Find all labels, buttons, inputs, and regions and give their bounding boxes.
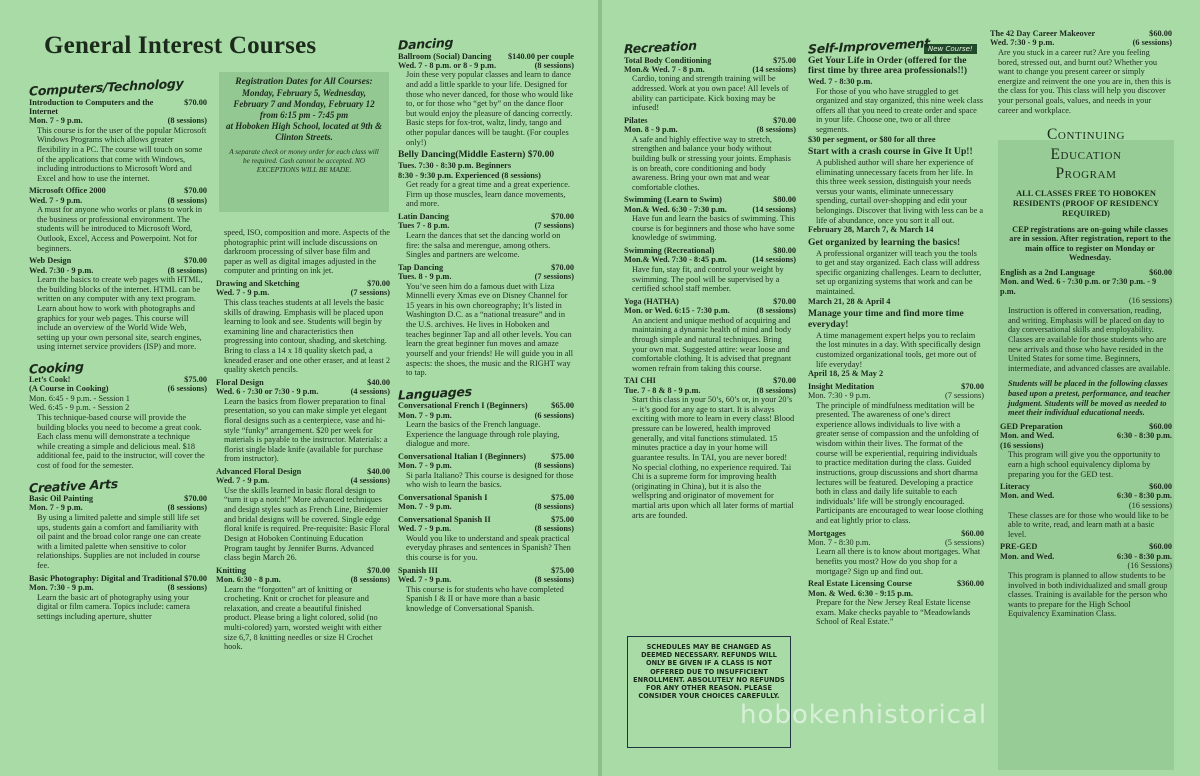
- course-description: Learn the basic art of photography using your digital or film camera. Topics include: camera settings including aperture, shutter: [37, 592, 190, 621]
- course-price: $70.00: [773, 115, 796, 125]
- ce-registration-note: CEP registrations are on-going while classes are in session. After registration, report to the main office to register on Monday or Wednesday.: [1009, 224, 1171, 263]
- course-sessions: (8 sessions): [167, 503, 207, 513]
- course-entry: [398, 493, 574, 512]
- course-entry: [216, 467, 390, 563]
- course-description: Join these very popular classes and learn to dance and add a little sparkle to your life. Designed for those who never danced, for those who would like to, or for those who “get by” on the dance floor but would enjoy the pleasure of dancing correctly. Basic steps for fox-trot, waltz, lindy, tango and other popular dances will be taught. (For couples only!): [406, 70, 574, 147]
- course-sessions: (8 sessions): [756, 306, 796, 316]
- course-price: $70.00: [773, 376, 796, 386]
- column-1: [29, 74, 207, 621]
- course-time: 6:30 - 8:30 p.m.: [1116, 551, 1172, 561]
- course-sessions: (16 sessions): [1128, 501, 1172, 510]
- course-entry: [624, 376, 796, 520]
- course-price: $80.00: [773, 195, 796, 205]
- course-real-estate: [808, 579, 984, 627]
- course-sessions: (8 sessions): [534, 461, 574, 471]
- course-price: $80.00: [773, 246, 796, 256]
- course-schedule: Mon. and Wed.: [1000, 431, 1055, 441]
- ce-heading-line: Continuing: [1046, 126, 1126, 144]
- photography-continued: speed, ISO, composition and more. Aspects of the photographic print will include discussions on darkroom processing of silver base film and paper as well as digital images adjusted in the computer and printing on ink jet.: [224, 228, 390, 276]
- course-price: $70.00: [551, 262, 574, 272]
- course-ged: [1000, 422, 1172, 479]
- course-entry: [398, 452, 574, 490]
- course-schedule: Mon. 7 - 9 p.m.: [398, 410, 452, 420]
- course-schedule: Mon. or Wed. 6:15 - 7:30 p.m.: [624, 306, 730, 316]
- course-entry: [398, 52, 574, 148]
- course-title: Conversational Italian I (Beginners): [398, 451, 526, 461]
- course-price: $70.00: [184, 97, 207, 107]
- course-schedule: Mon. 6:30 - 8 p.m.: [216, 575, 281, 585]
- course-title: Literacy: [1000, 482, 1030, 492]
- column-5: [808, 32, 984, 627]
- course-title: Swimming (Recreational): [624, 246, 715, 256]
- course-description: A published author will share her experience of eliminating unnecessary facets from her life. In this three week session, distinguish your needs versus your wants, eliminate unnecessary spending, curtail over-shopping and edit your belongings. Discover that living with less can be a life of abundance, once you sort it all out.: [816, 157, 984, 225]
- course-entry: [624, 195, 796, 243]
- course-title: Belly Dancing(Middle Eastern) $70.00: [398, 149, 555, 161]
- course-title: English as a 2nd Language: [1000, 267, 1095, 277]
- course-schedule: Mon. 7 - 9 p.m.: [398, 461, 452, 471]
- registration-dates: Monday, February 5, Wednesday, February 7 and Monday, February 12: [233, 88, 375, 110]
- course-sessions: (16 sessions): [1128, 296, 1172, 306]
- course-price: $60.00: [1149, 482, 1172, 492]
- course-schedule: Mon.& Wed. 6:30 - 7:30 p.m.: [624, 204, 727, 214]
- page-fold: [598, 0, 602, 776]
- course-entry: [29, 256, 207, 352]
- course-sessions: (8 sessions): [350, 575, 390, 585]
- course-description: Learn the basics of the French language. Experience the language through role playing, dialogue and more.: [406, 420, 560, 449]
- course-lets-cook: [29, 375, 207, 471]
- course-schedule: Wed. 7 - 9 p.m.: [216, 476, 270, 486]
- course-description: This course is for the user of the popular Microsoft Windows Programs which allows greater flexibility in a PC. The course will touch on some of the applications that come with Windows, including introductions to Microsoft Word and Excel and how to use the internet.: [37, 125, 207, 183]
- course-price: $75.00: [773, 55, 796, 65]
- page-title: General Interest Courses: [44, 32, 317, 59]
- course-entry: [624, 297, 796, 374]
- course-title: Drawing and Sketching: [216, 279, 300, 289]
- course-title: Total Body Conditioning: [624, 55, 712, 65]
- course-price: $40.00: [367, 377, 390, 387]
- course-title: Start with a crash course in Give It Up!!: [808, 146, 973, 158]
- course-title: Spanish III: [398, 565, 438, 575]
- course-schedule: Mon. and Wed.: [1000, 491, 1055, 501]
- course-description: This class teaches students at all levels the basic skills of drawing. Emphasis will be placed upon learning to look and see. Students will begin by examining line and characteristics then progressing into contour, shading, and sketching. Bring to class a 14 x 18 quality sketch pad, a kneaded eraser and one other eraser, and at least 2 quality sketch pencils.: [224, 297, 390, 375]
- course-schedule: Wed. 6:45 - 9 p.m. - Session 2: [29, 403, 130, 413]
- course-schedule: Mon. 6:45 - 9 p.m. - Session 1: [29, 393, 130, 403]
- course-entry: [216, 566, 390, 652]
- course-sessions: (7 sessions): [350, 288, 390, 298]
- course-schedule: Tues 7 - 8 p.m.: [398, 221, 450, 231]
- course-schedule: Wed. 7 - 9 p.m.: [398, 524, 452, 534]
- ce-heading-line: Education: [1050, 145, 1122, 163]
- course-schedule: Mon. and Wed.: [1000, 551, 1055, 561]
- course-life-in-order: [808, 56, 984, 145]
- course-description: This technique-based course will provide the building blocks you need to become a great cook. Each class menu will demonstrate a technique while creating a simple and delicious meal. $18 additional fee, paid to the instructor, will cover the cost of food for the semester.: [37, 412, 205, 471]
- new-course-badge: New Course!: [924, 44, 977, 54]
- course-description: A safe and highly effective way to stretch, strengthen and balance your body without building bulk or stressing your joints. Emphasis is on breath, core conditioning and body awareness. Bring your own mat and wear comfortable clothes.: [632, 134, 791, 192]
- section-dancing: Dancing: [398, 34, 454, 53]
- course-schedule: Mon. & Wed. 6:30 - 9:15 p.m.: [808, 588, 913, 598]
- course-schedule: Mon. 7 - 8:30 p.m.: [808, 537, 871, 547]
- registration-time: from 6:15 pm - 7:45 pm: [259, 109, 349, 120]
- course-entry: [29, 494, 207, 571]
- course-description: Have fun, stay fit, and control your weight by swimming. The pool will be supervised by a certified school staff member.: [632, 264, 784, 294]
- registration-place: at Hoboken High School, located at 9th & Clinton Streets.: [225, 120, 382, 142]
- course-price: $75.00: [184, 374, 207, 384]
- course-entry: [216, 279, 390, 375]
- course-schedule: Mon.& Wed. 7:30 - 8:45 p.m.: [624, 255, 727, 265]
- section-self-improvement: Self-Improvement: [808, 35, 930, 57]
- course-title: Yoga (HATHA): [624, 296, 679, 306]
- course-price: $75.00: [551, 565, 574, 575]
- course-sessions: (6 sessions): [1132, 38, 1172, 48]
- course-sessions: (8 sessions): [167, 195, 207, 205]
- course-description: Instruction is offered in conversation, reading, and writing. Emphasis will be placed on day to day conversational skills and employability. Classes are available for those students who are new arrivals and those who have resided in the United States for some time. Beginners, intermediate, and advanced classes are available.: [1008, 306, 1171, 373]
- course-title: Basic Photography: Digital and Traditional: [29, 573, 183, 583]
- course-description: Prepare for the New Jersey Real Estate license exam. Make checks payable to “Meadowlands School of Real Estate.”: [816, 598, 971, 627]
- course-entry: [624, 116, 796, 193]
- course-price: $70.00: [961, 381, 984, 391]
- course-description: Have fun and learn the basics of swimming. This course is for beginners and those who have some knowledge of swimming.: [632, 214, 795, 243]
- course-sessions: (6 sessions): [534, 410, 574, 420]
- course-description: Would you like to understand and speak practical everyday phrases and sentences in Spanish? Then this course is for you.: [406, 533, 571, 563]
- course-title: Manage your time and find more time everyday!: [808, 308, 964, 330]
- course-entry: [398, 212, 574, 260]
- course-sessions: (16 Sessions): [1127, 561, 1172, 571]
- course-schedule: Mon. 8 - 9 p.m.: [624, 125, 678, 135]
- column-2: [216, 228, 390, 652]
- course-entry: [398, 263, 574, 378]
- course-price: $75.00: [551, 493, 574, 503]
- course-get-organized: [808, 238, 984, 306]
- course-sessions: (8 sessions): [534, 524, 574, 534]
- course-sessions: (14 sessions): [752, 255, 796, 265]
- section-creative-arts: Creative Arts: [29, 475, 118, 496]
- course-schedule: Mon. and Wed. 6 - 7:30 p.m. or 7:30 p.m. - 9 p.m.: [1000, 277, 1157, 296]
- course-description: Learn all there is to know about mortgages. What benefits you most? How do you shop for a mortgage? Sign up and find out.: [816, 547, 981, 576]
- course-schedule: Tues. 8 - 9 p.m.: [398, 272, 452, 282]
- course-pre-ged: [1000, 542, 1172, 619]
- course-description: This program will give you the opportunity to earn a high school equivalency diploma by preparing you for the GED test.: [1008, 450, 1161, 479]
- course-description: These classes are for those who would like to be able to write, read, and learn math at a basic level.: [1008, 510, 1169, 539]
- course-time: 6:30 - 8:30 p.m.: [1116, 431, 1172, 441]
- course-description: The principle of mindfulness meditation will be presented. The awareness of one’s direct experience allows individuals to live with a greater sense of compassion and the unfolding of wisdom within their lives. The format of the course will be experiential, requiring individuals to practice meditation during the class. Guided instructions, group discussions and short dharma lectures will be featured. Developing a practice both in class and daily life suitable to each individuals’ life will be strongly encouraged. Participants are encouraged to wear loose clothing and eat lightly prior to class.: [816, 400, 984, 525]
- course-price: $70.00: [367, 279, 390, 289]
- course-schedule: Wed. 7 - 8:30 p.m.: [808, 76, 873, 86]
- course-title: TAI CHI: [624, 376, 656, 386]
- course-title: Let’s Cook!: [29, 374, 71, 384]
- course-esl: [1000, 268, 1172, 373]
- course-sessions: (4 sessions): [350, 387, 390, 397]
- course-time: 6:30 - 8:30 p.m.: [1116, 491, 1172, 501]
- watermark: hobokenhistorical: [740, 700, 988, 730]
- course-entry: [29, 98, 207, 184]
- course-description: By using a limited palette and simple still life set ups, students gain a comfort and familiarity with oil paint and the broad color range one can create with a limited palette when sensitive to color relationships. Supplies are not included in course fee.: [37, 513, 201, 571]
- course-title: Pilates: [624, 115, 648, 125]
- registration-note: A separate check or money order for each class will be required. Cash cannot be accepted. NO EXCEPTIONS WILL BE MADE.: [229, 148, 379, 174]
- course-schedule: Mon. 7 - 9 p.m.: [398, 502, 452, 512]
- course-sessions: (8 sessions): [167, 265, 207, 275]
- ce-heading-line: Program: [1055, 164, 1117, 182]
- course-schedule: Wed. 7 - 9 p.m.: [216, 288, 270, 298]
- course-schedule: Mon.& Wed. 7 - 8 p.m.: [624, 64, 705, 74]
- ce-heading: [1000, 125, 1172, 183]
- course-sessions: (7 sessions): [534, 272, 574, 282]
- course-career-makeover: [990, 29, 1172, 115]
- course-sessions: (5 sessions): [945, 537, 984, 547]
- course-description: This program is planned to allow students to be involved in both individualized and small group classes. Training is available for the person who wants to prepare for the High School Equivalency Examination Class.: [1008, 570, 1168, 619]
- course-title: Get organized by learning the basics!: [808, 236, 961, 248]
- course-price: $70.00: [184, 256, 207, 266]
- course-entry: [398, 401, 574, 449]
- course-entry: [216, 378, 390, 464]
- course-schedule: Mon. 7:30 - 9 p.m.: [29, 582, 94, 592]
- course-title: Conversational Spanish II: [398, 514, 491, 524]
- course-sessions: (8 sessions): [756, 385, 796, 395]
- schedule-notice-box: SCHEDULES MAY BE CHANGED AS DEEMED NECESSARY. REFUNDS WILL ONLY BE GIVEN IF A CLASS IS NOT OFFERED DUE TO INSUFFICIENT ENROLLMENT. ABSOLUTELY NO REFUNDS FOR ANY OTHER REASON. PLEASE CONSIDER YOUR CHOICES CAREFULLY.: [627, 636, 791, 748]
- course-schedule: Mon. 7 - 9 p.m.: [29, 116, 83, 126]
- course-description: Use the skills learned in basic floral design to “turn it up a notch!” More advanced techniques and design styles such as French Line, Biedemier and bridal designs will be covered. Single edge floral knife is required. Pre-requisite: Basic Floral Design at Hoboken Continuing Education Program taught by Jennifer Burns. Advanced class begin March 26.: [224, 485, 390, 563]
- course-title: Insight Meditation: [808, 381, 875, 391]
- course-sessions: (7 sessions): [534, 221, 574, 231]
- course-title: Mortgages: [808, 528, 846, 538]
- course-title: Floral Design: [216, 377, 264, 387]
- course-description: A time management expert helps you to reclaim the lost minutes in a day. With specifically design customized organizational tools, get more out of life everyday!: [816, 330, 981, 369]
- course-entry: [29, 574, 207, 622]
- course-schedule: Tues. 7:30 - 8:30 p.m. Beginners: [398, 161, 512, 170]
- course-entry: [398, 566, 574, 614]
- ce-program: [990, 125, 1172, 619]
- course-price: $30 per segment, or $80 for all three: [808, 134, 936, 144]
- course-title: Latin Dancing: [398, 212, 449, 222]
- course-schedule: Wed. 7 - 9 p.m.: [398, 574, 452, 584]
- course-sessions: (8 sessions): [534, 574, 574, 584]
- course-price: $60.00: [1149, 29, 1172, 38]
- course-description: Start this class in your 50’s, 60’s or, in your 20’s -- it’s good for any age to start. It is always exciting with more to learn in every class! Blood pressure can be lowered, health improved generally, and vital functions stimulated. 15 minutes practice a day in your home will guarantee results. In TAI, you are never bored! No special clothing, no experience required. Tai Chi is a supreme form for improving health (originating in China), but it is also the wellspring and originator of movement for martial arts upon which all later forms of martial arts are founded.: [632, 395, 795, 520]
- course-description: Learn the basics from flower preparation to final presentation, so you can make simple yet elegant floral designs such as a centerpiece, vase and hi-style “funky” arrangement. $20 per week for materials is payable to the instructor. Materials: a florist single blade knife (available for purchase from instructor).: [224, 396, 388, 464]
- course-title: Get Your Life in Order (offered for the first time by three area professionals!!): [808, 54, 968, 77]
- course-subtitle: (A Course in Cooking): [29, 384, 109, 394]
- course-schedule: Wed. 6 - 7:30 or 7:30 - 9 p.m.: [216, 387, 319, 397]
- course-dates: February 28, March 7, & March 14: [808, 225, 934, 235]
- course-title: Advanced Floral Design: [216, 466, 302, 476]
- course-price: $60.00: [961, 528, 984, 538]
- course-price: $60.00: [1149, 267, 1172, 277]
- course-title: Knitting: [216, 565, 246, 575]
- course-title: Conversational Spanish I: [398, 493, 488, 503]
- course-description: Learn the basics to create web pages with HTML, the building blocks of the internet. HTML can be written on any computer with any text program. Learn about how to work with photographs and graphics for your web pages. This course will include an overview of the World Wide Web, setting up your own personal site, search engines, using internet service providers (ISP) and more.: [37, 275, 203, 352]
- course-sessions: (8 sessions): [534, 502, 574, 512]
- course-title: Swimming (Learn to Swim): [624, 195, 722, 205]
- course-sessions: (4 sessions): [350, 476, 390, 486]
- course-title: GED Preparation: [1000, 421, 1063, 431]
- course-price: $70.00: [551, 212, 574, 222]
- registration-title: Registration Dates for All Courses:: [235, 77, 373, 87]
- ce-subheading: ALL CLASSES FREE TO HOBOKEN RESIDENTS (PROOF OF RESIDENCY REQUIRED): [1012, 189, 1160, 218]
- course-description: Learn the “forgotten” art of knitting or crocheting. Knit or crochet for pleasure and relaxation, and create a beautiful finished product. Please bring a light colored, solid (no multi-colored) yarn, worsted weight with either size 6,7, 8 knitting needles or size H Crochet hook.: [224, 584, 382, 652]
- course-description: For those of you who have struggled to get organized and stay organized, this nine week class offers all that you need to create order and space in your life. Choose one, two or all three segments.: [816, 86, 983, 135]
- course-description: Get ready for a great time and a great experience. Firm up those muscles, learn dance movements, and more.: [406, 180, 571, 209]
- registration-box: [219, 72, 389, 212]
- course-schedule: Mon. 7 - 9 p.m.: [29, 503, 83, 513]
- course-schedule: Wed. 7:30 - 9 p.m.: [29, 265, 94, 275]
- course-description: Are you stuck in a career rut? Are you feeling bored, stressed out, and burnt out? Whether you want to change you present career or simply energize and reinvent the one you are in, then this is the class for you. This class will help you discover your personal goals, values, and needs in your career and workplace.: [998, 47, 1171, 115]
- course-sessions: (8 sessions): [756, 125, 796, 135]
- course-price: $40.00: [367, 466, 390, 476]
- section-computers: Computers/Technology: [29, 75, 184, 99]
- course-sessions: (8 sessions): [167, 582, 207, 592]
- course-description: Learn the dances that set the dancing world on fire: the salsa and merengue, among others. Singles and partners are welcome.: [406, 230, 561, 260]
- course-give-it-up: [808, 147, 984, 235]
- course-schedule: Tue. 7 - 8 & 8 - 9 p.m.: [624, 385, 701, 395]
- course-price: $75.00: [551, 451, 574, 461]
- course-title: Tap Dancing: [398, 262, 444, 272]
- course-entry: [398, 515, 574, 563]
- course-description: This course is for students who have completed Spanish I & II or have more than a basic knowledge of Conversational Spanish.: [406, 584, 564, 613]
- course-description: Si parla Italiano? This course is designed for those who wish to learn the basics.: [406, 470, 574, 490]
- course-description: You’ve seen him do a famous duet with Liza Minnelli every Xmas eve on Disney Channel for 15 years in his own choreography; It’s listed in Washington D.C. as a “national treasure” and in the U.S. archives. He lives in Hoboken and teaches beginner Tap and all other levels. You can learn the great beginner fun moves and amaze yourself and your friends! He will guide you in all aspects: the shoes, the music and the RIGHT way to tap.: [406, 281, 574, 378]
- course-title: Ballroom (Social) Dancing: [398, 51, 492, 61]
- course-price: $60.00: [1149, 421, 1172, 431]
- placement-note: Students will be placed in the following classes based upon a pretest, performance, and teacher judgment. Students will be moved as needed to meet their individual educational needs.: [1008, 379, 1171, 418]
- course-entry: [29, 186, 207, 253]
- course-title: The 42 Day Career Makeover: [990, 29, 1096, 38]
- course-schedule: 8:30 - 9:30 p.m. Experienced (8 sessions): [398, 170, 541, 180]
- course-schedule: Wed. 7 - 8 p.m. or 8 - 9 p.m.: [398, 60, 497, 70]
- course-price: $140.00 per couple: [508, 51, 574, 61]
- course-schedule: Mon. 7:30 - 9 p.m.: [808, 391, 871, 401]
- course-title: Conversational French I (Beginners): [398, 401, 528, 411]
- course-description: A must for anyone who works or plans to work in the business or professional environment. The students will be introduced to Microsoft Word, Outlook, Excel, Access and Powerpoint. Not for beginners.: [37, 205, 202, 253]
- course-title: Real Estate Licensing Course: [808, 579, 912, 589]
- course-sessions: (8 sessions): [534, 60, 574, 70]
- course-price: $70.00: [367, 565, 390, 575]
- course-insight-meditation: [808, 382, 984, 526]
- course-sessions: (7 sessions): [945, 391, 984, 401]
- course-sessions: (8 sessions): [167, 116, 207, 126]
- course-price: $65.00: [551, 401, 574, 411]
- section-languages: Languages: [398, 383, 472, 403]
- course-sessions: (6 sessions): [167, 384, 207, 394]
- course-entry: [624, 246, 796, 294]
- course-title: Basic Oil Painting: [29, 494, 94, 504]
- course-price: $70.00: [184, 573, 207, 583]
- course-sessions: (14 sessions): [752, 64, 796, 74]
- course-description: A professional organizer will teach you the tools to get and stay organized. Each class will address specific organizing challenges. Learn to declutter, set up organizing systems that work and can be maintained.: [816, 248, 982, 297]
- course-entry: [398, 150, 574, 209]
- course-sessions: (14 sessions): [752, 204, 796, 214]
- course-dates: April 18, 25 & May 2: [808, 369, 884, 379]
- course-title: Web Design: [29, 256, 72, 266]
- column-4: [624, 32, 796, 520]
- course-schedule: Wed. 7 - 9 p.m.: [29, 195, 83, 205]
- course-description: Cardio, toning and strength training will be addressed. Work at you own pace! All levels of ability can participate. Kick boxing may be infused!: [632, 74, 789, 113]
- section-recreation: Recreation: [624, 37, 697, 57]
- course-price: $70.00: [773, 296, 796, 306]
- course-entry: [624, 56, 796, 113]
- course-manage-time: [808, 309, 984, 379]
- course-price: $70.00: [184, 494, 207, 504]
- column-6: [990, 26, 1172, 619]
- course-price: $75.00: [551, 514, 574, 524]
- course-title: Microsoft Office 2000: [29, 186, 106, 196]
- course-dates: March 21, 28 & April 4: [808, 296, 891, 306]
- course-sessions: (16 sessions): [1000, 440, 1044, 450]
- course-title: PRE-GED: [1000, 542, 1038, 552]
- course-title: Introduction to Computers and the Internet: [29, 97, 154, 116]
- column-3: [398, 28, 574, 613]
- course-price: $60.00: [1149, 542, 1172, 552]
- course-mortgages: [808, 529, 984, 577]
- course-schedule: Wed. 7:30 - 9 p.m.: [990, 38, 1055, 48]
- course-price: $70.00: [184, 186, 207, 196]
- section-cooking: Cooking: [29, 358, 84, 377]
- course-description: An ancient and unique method of acquiring and maintaining a dynamic health of mind and body through simple and natural techniques. Bring your own mat. Suggested attire: wear loose and comfortable clothing. It is advised that pregnant women refrain from taking this course.: [632, 315, 792, 373]
- course-price: $360.00: [957, 579, 984, 589]
- course-literacy: [1000, 482, 1172, 539]
